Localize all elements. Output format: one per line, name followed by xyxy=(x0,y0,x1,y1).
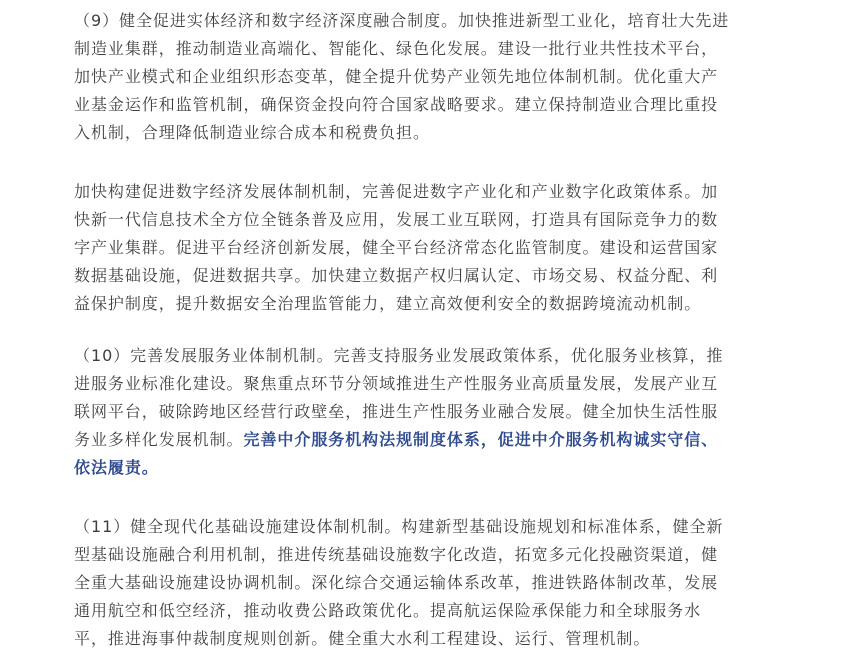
paragraph-11 xyxy=(74,513,774,653)
highlighted-text: 完善中介服务机构法规制度体系，促进中介服务机构诚实守信、 xyxy=(243,430,719,449)
paragraph-line-with-highlight xyxy=(74,426,774,454)
paragraph-line: 平，推进海事仲裁制度规则创新。健全重大水利工程建设、运行、管理机制。 xyxy=(74,629,651,648)
paragraph-line: （10）完善发展服务业体制机制。完善支持服务业发展政策体系，优化服务业核算，推 xyxy=(74,346,724,365)
paragraph-line: （11）健全现代化基础设施建设体制机制。构建新型基础设施规划和标准体系，健全新 xyxy=(74,517,724,536)
paragraph-line-text: 务业多样化发展机制。 xyxy=(74,430,244,449)
paragraph-10 xyxy=(74,342,774,482)
paragraph-line: 加快产业模式和企业组织形态变革，健全提升优势产业领先地位体制机制。优化重大产 xyxy=(74,67,719,86)
paragraph-line: 数据基础设施，促进数据共享。加快建立数据产权归属认定、市场交易、权益分配、利 xyxy=(74,266,719,285)
paragraph-line: 益保护制度，提升数据安全治理监管能力，建立高效便利安全的数据跨境流动机制。 xyxy=(74,294,702,313)
paragraph-line: 加快构建促进数字经济发展体制机制，完善促进数字产业化和产业数字化政策体系。加 xyxy=(74,182,719,201)
paragraph-line: 联网平台，破除跨地区经营行政壁垒，推进生产性服务业融合发展。健全加快生活性服 xyxy=(74,402,719,421)
paragraph-9 xyxy=(74,7,774,147)
paragraph-line: 进服务业标准化建设。聚焦重点环节分领域推进生产性服务业高质量发展，发展产业互 xyxy=(74,374,719,393)
paragraph-line: 入机制，合理降低制造业综合成本和税费负担。 xyxy=(74,123,430,142)
paragraph-line: 业基金运作和监管机制，确保资金投向符合国家战略要求。建立保持制造业合理比重投 xyxy=(74,95,719,114)
paragraph-line: 制造业集群，推动制造业高端化、智能化、绿色化发展。建设一批行业共性技术平台， xyxy=(74,39,719,58)
paragraph-line: 快新一代信息技术全方位全链条普及应用，发展工业互联网，打造具有国际竞争力的数 xyxy=(74,210,719,229)
paragraph-digital-economy xyxy=(74,178,774,318)
paragraph-line: 通用航空和低空经济，推动收费公路政策优化。提高航运保险承保能力和全球服务水 xyxy=(74,601,702,620)
paragraph-line-highlight xyxy=(74,454,774,482)
paragraph-line: 型基础设施融合利用机制，推进传统基础设施数字化改造，拓宽多元化投融资渠道，健 xyxy=(74,545,719,564)
paragraph-line: （9）健全促进实体经济和数字经济深度融合制度。加快推进新型工业化，培育壮大先进 xyxy=(74,11,730,30)
highlighted-text: 依法履责。 xyxy=(74,458,159,477)
paragraph-line: 全重大基础设施建设协调机制。深化综合交通运输体系改革，推进铁路体制改革，发展 xyxy=(74,573,719,592)
paragraph-line: 字产业集群。促进平台经济创新发展，健全平台经济常态化监管制度。建设和运营国家 xyxy=(74,238,719,257)
